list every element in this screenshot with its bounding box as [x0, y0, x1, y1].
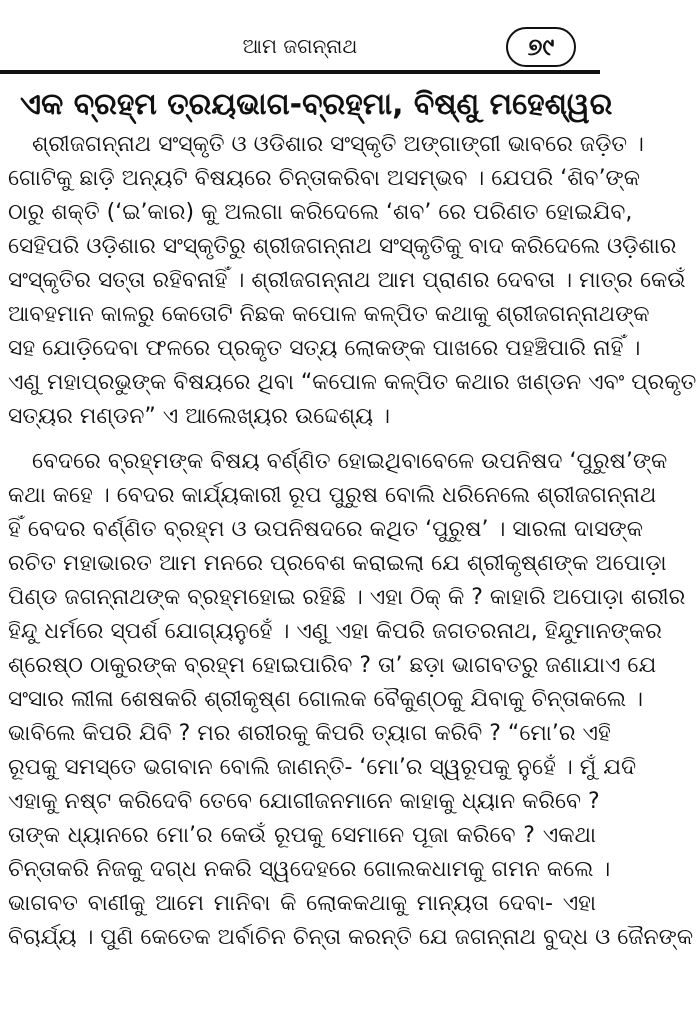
text-line: ଭାବିଲେ କିପରି ଯିବି ? ମର ଶରୀରକୁ କିପରି ତ୍ୟାଗ କରିବି ? “ମୋ’ର ଏହି — [8, 721, 611, 746]
text-line: ଶ୍ରୀଜଗନ୍ନାଥ ସଂସ୍କୃତି ଓ ଓଡିଶାର ସଂସ୍କୃତି ଅଙ୍ଗାଙ୍ଗୀ ଭାବରେ ଜଡ଼ିତ । — [32, 132, 644, 157]
text-line: ହିଁ ବେଦର ବର୍ଣ୍ଣିତ ବ୍ରହ୍ମ ଓ ଉପନିଷଦରେ କଥିତ ‘ପୁରୁଷ’ । ସାରଳା ଦାସଙ୍କ — [8, 517, 644, 542]
paragraph — [8, 445, 694, 955]
header-rule — [0, 70, 600, 74]
body-text — [8, 128, 696, 955]
text-line: ସଂସ୍କୃତିର ସତ୍ତା ରହିବନାହିଁ । ଶ୍ରୀଜଗନ୍ନାଥ ଆମ ପ୍ରାଣର ଦେବତା । ମାତ୍ର କେଉଁ — [8, 268, 686, 293]
text-line: ଚିନ୍ତାକରି ନିଜକୁ ଦଗ୍ଧ ନକରି ସ୍ୱଦେହରେ ଗୋଲକଧାମକୁ ଗମନ କଲେ । — [8, 857, 611, 882]
paragraph — [8, 128, 696, 434]
chapter-title: ଏକ ବ୍ରହ୍ମ ତ୍ରୟଭାଗ-ବ୍ରହ୍ମା, ବିଷ୍ଣୁ ମହେଶ୍ୱର — [20, 87, 613, 122]
text-line: ତାଙ୍କ ଧ୍ୟାନରେ ମୋ’ର କେଉଁ ରୂପକୁ ସେମାନେ ପୂଜା କରିବେ ? ଏକଥା — [8, 823, 596, 848]
text-line: ଭାଗବତ ବାଣୀକୁ ଆମେ ମାନିବା କି ଲୋକକଥାକୁ ମାନ୍ୟତା ଦେବା- ଏହା — [8, 891, 596, 916]
running-title: ଆମ ଜଗନ୍ନାଥ — [242, 34, 358, 58]
text-line: ରଚିତ ମହାଭାରତ ଆମ ମନରେ ପ୍ରବେଶ କରାଇଲା ଯେ ଶ୍ରୀକୃଷ୍ଣଙ୍କ ଅପୋଡ଼ା — [8, 551, 667, 576]
text-line: ଶ୍ରେଷ୍ଠ ଠାକୁରଙ୍କ ବ୍ରହ୍ମ ହୋଇପାରିବ ? ତା’ ଛଡ଼ା ଭାଗବତରୁ ଜଣାଯାଏ ଯେ — [8, 653, 657, 678]
text-line: କଥା କହେ । ବେଦର କାର୍ଯ୍ୟକାରୀ ରୂପ ପୁରୁଷ ବୋଲି ଧରିନେଲେ ଶ୍ରୀଜଗନ୍ନାଥ — [8, 483, 657, 508]
text-line: ଠାରୁ ଶକ୍ତି (‘ଇ’କାର) କୁ ଅଲଗା କରିଦେଲେ ‘ଶବ’ ରେ ପରିଣତ ହୋଇଯିବ, — [8, 200, 633, 225]
text-line: ପିଣ୍ଡ ଜଗନ୍ନାଥଙ୍କ ବ୍ରହ୍ମହୋଇ ରହିଛି । ଏହା ଠିକ୍ କି ? କାହାରି ଅପୋଡ଼ା ଶରୀର — [8, 585, 686, 610]
text-line: ସତ୍ୟର ମଣ୍ଡନ” ଏ ଆଲେଖ୍ୟର ଉଦ୍ଦେଶ୍ୟ । — [8, 404, 391, 429]
page-number: ୭୯ — [506, 27, 576, 67]
text-line: ବେଦରେ ବ୍ରହ୍ମଙ୍କ ବିଷୟ ବର୍ଣ୍ଣିତ ହୋଇଥିବାବେଳେ ଉପନିଷଦ ‘ପୁରୁଷ’ଙ୍କ — [32, 449, 668, 474]
text-line: ଆବହମାନ କାଳରୁ କେତୋଟି ନିଛକ କପୋଳ କଳ୍ପିତ କଥାକୁ ଶ୍ରୀଜଗନ୍ନାଥଙ୍କ — [8, 302, 650, 327]
text-line: ସଂସାର ଲୀଳା ଶେଷକରି ଶ୍ରୀକୃଷ୍ଣ ଗୋଲକ ବୈକୁଣ୍ଠକୁ ଯିବାକୁ ଚିନ୍ତାକଲେ । — [8, 687, 643, 712]
text-line: ବିଚାର୍ଯ୍ୟ । ପୁଣି କେତେକ ଅର୍ବାଚିନ ଚିନ୍ତା କରନ୍ତି ଯେ ଜଗନ୍ନାଥ ବୁଦ୍ଧ ଓ ଜୈନଙ୍କ — [8, 925, 694, 950]
text-line: ଗୋଟିକୁ ଛାଡ଼ି ଅନ୍ୟଟି ବିଷୟରେ ଚିନ୍ତାକରିବା ଅସମ୍ଭବ । ଯେପରି ‘ଶିବ’ଙ୍କ — [8, 166, 641, 191]
text-line: ଏହାକୁ ନଷ୍ଟ କରିଦେବି ତେବେ ଯୋଗୀଜନମାନେ କାହାକୁ ଧ୍ୟାନ କରିବେ ? — [8, 789, 600, 814]
text-line: ରୂପକୁ ସମସ୍ତେ ଭଗବାନ ବୋଲି ଜାଣନ୍ତି- ‘ମୋ’ର ସ୍ୱରୂପକୁ ନୁହେଁ । ମୁଁ ଯଦି — [8, 755, 637, 780]
text-line: ସହ ଯୋଡ଼ିଦେବା ଫଳରେ ପ୍ରକୃତ ସତ୍ୟ ଲୋକଙ୍କ ପାଖରେ ପହଞ୍ଚିପାରି ନାହିଁ । — [8, 336, 641, 361]
text-line: ଏଣୁ ମହାପ୍ରଭୁଙ୍କ ବିଷୟରେ ଥିବା “କପୋଳ କଳ୍ପିତ କଥାର ଖଣ୍ଡନ ଏବଂ ପ୍ରକୃତ — [8, 370, 696, 395]
paragraph-gap — [8, 434, 596, 445]
page-header — [0, 0, 600, 72]
text-line: ସେହିପରି ଓଡ଼ିଶାର ସଂସ୍କୃତିରୁ ଶ୍ରୀଜଗନ୍ନାଥ ସଂସ୍କୃତିକୁ ବାଦ କରିଦେଲେ ଓଡ଼ିଶାର — [8, 234, 677, 259]
text-line: ହିନ୍ଦୁ ଧର୍ମରେ ସ୍ପର୍ଶ ଯୋଗ୍ୟନୁହେଁ । ଏଣୁ ଏହା କିପରି ଜଗତରନାଥ, ହିନ୍ଦୁମାନଙ୍କର — [8, 619, 662, 644]
